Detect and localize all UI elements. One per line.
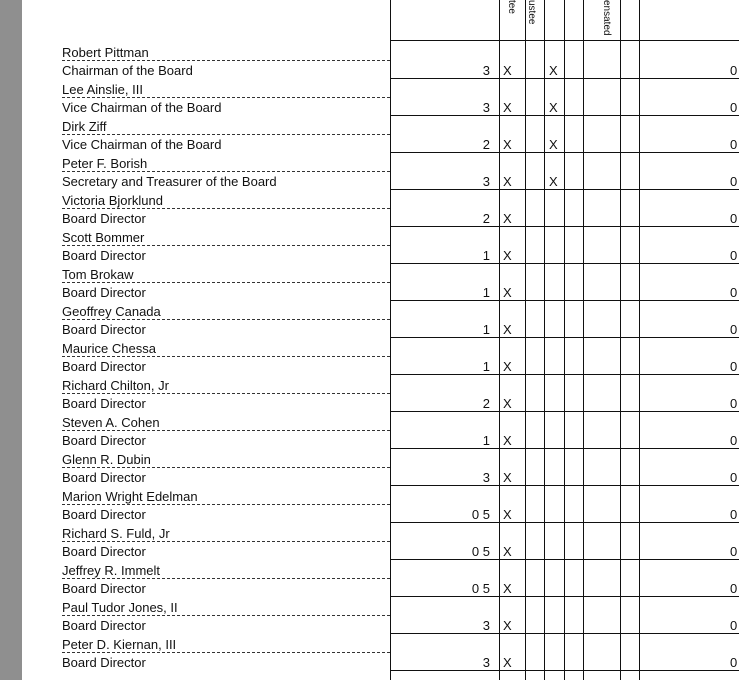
check-mark: X [503,433,512,448]
hours-value: 2 [482,137,490,152]
header-trustee: tee [506,0,517,14]
comp-value: 0 [730,63,738,78]
comp-value: 0 [730,211,738,226]
table-row [22,116,739,153]
table-row [22,597,739,634]
check-mark: X [549,100,558,115]
comp-value: 0 [730,544,738,559]
person-title: Vice Chairman of the Board [62,100,222,115]
hours-value: 0 5 [471,581,490,596]
header-trustee-2: ustee [526,0,537,25]
hours-value: 3 [482,470,490,485]
hours-value: 3 [482,174,490,189]
person-name: Peter D. Kiernan, III [62,637,177,652]
person-name: Paul Tudor Jones, II [62,600,178,615]
person-title: Board Director [62,285,146,300]
person-title: Board Director [62,470,146,485]
table-row [22,301,739,338]
person-name: Jeffrey R. Immelt [62,563,161,578]
check-mark: X [503,655,512,670]
check-mark: X [503,581,512,596]
check-mark: X [503,359,512,374]
person-name: Richard S. Fuld, Jr [62,526,170,541]
person-title: Board Director [62,655,146,670]
comp-value: 0 [730,248,738,263]
person-name: Maurice Chessa [62,341,156,356]
document-page [22,0,739,680]
comp-value: 0 [730,470,738,485]
hours-value: 3 [482,63,490,78]
check-mark: X [549,174,558,189]
person-name: Geoffrey Canada [62,304,161,319]
person-name: Scott Bommer [62,230,145,245]
comp-value: 0 [730,100,738,115]
table-row [22,153,739,190]
comp-value: 0 [730,285,738,300]
comp-value: 0 [730,433,738,448]
person-title: Chairman of the Board [62,63,193,78]
comp-value: 0 [730,137,738,152]
person-name: Steven A. Cohen [62,415,160,430]
person-title: Board Director [62,322,146,337]
comp-value: 0 [730,581,738,596]
hours-value: 0 5 [471,544,490,559]
hours-value: 2 [482,396,490,411]
person-title: Board Director [62,433,146,448]
table-row [22,523,739,560]
person-title: Board Director [62,507,146,522]
person-title: Board Director [62,248,146,263]
person-name: Lee Ainslie, III [62,82,143,97]
person-title: Board Director [62,544,146,559]
hours-value: 3 [482,655,490,670]
table-row [22,42,739,79]
check-mark: X [503,63,512,78]
comp-value: 0 [730,174,738,189]
comp-value: 0 [730,507,738,522]
table-row [22,449,739,486]
check-mark: X [503,396,512,411]
person-name: Marion Wright Edelman [62,489,198,504]
person-name: Dirk Ziff [62,119,107,134]
hours-value: 1 [482,359,490,374]
hours-value: 1 [482,248,490,263]
check-mark: X [549,63,558,78]
check-mark: X [503,211,512,226]
person-title: Board Director [62,359,146,374]
hours-value: 1 [482,322,490,337]
header-rule [390,40,739,41]
person-title: Secretary and Treasurer of the Board [62,174,277,189]
person-title: Vice Chairman of the Board [62,137,222,152]
person-name: Robert Pittman [62,45,149,60]
table-row [22,375,739,412]
hours-value: 3 [482,100,490,115]
check-mark: X [503,322,512,337]
hours-value: 1 [482,433,490,448]
comp-value: 0 [730,618,738,633]
table-row [22,560,739,597]
check-mark: X [503,507,512,522]
person-name: Tom Brokaw [62,267,134,282]
check-mark: X [549,137,558,152]
check-mark: X [503,248,512,263]
check-mark: X [503,100,512,115]
check-mark: X [503,285,512,300]
table-row [22,486,739,523]
comp-value: 0 [730,322,738,337]
hours-value: 3 [482,618,490,633]
check-mark: X [503,137,512,152]
comp-value: 0 [730,396,738,411]
hours-value: 2 [482,211,490,226]
table-row [22,412,739,449]
person-title: Board Director [62,396,146,411]
table-row [22,227,739,264]
person-name: Richard Chilton, Jr [62,378,169,393]
check-mark: X [503,174,512,189]
table-row [22,190,739,227]
person-name: Glenn R. Dubin [62,452,151,467]
person-name: Victoria Bjorklund [62,193,163,208]
check-mark: X [503,618,512,633]
person-title: Board Director [62,618,146,633]
table-row [22,634,739,671]
header-compensated: ensated [601,0,612,36]
person-name: Peter F. Borish [62,156,148,171]
table-row [22,264,739,301]
table-row [22,338,739,375]
person-title: Board Director [62,581,146,596]
table-row [22,79,739,116]
person-title: Board Director [62,211,146,226]
hours-value: 1 [482,285,490,300]
check-mark: X [503,544,512,559]
check-mark: X [503,470,512,485]
hours-value: 0 5 [471,507,490,522]
comp-value: 0 [730,655,738,670]
comp-value: 0 [730,359,738,374]
